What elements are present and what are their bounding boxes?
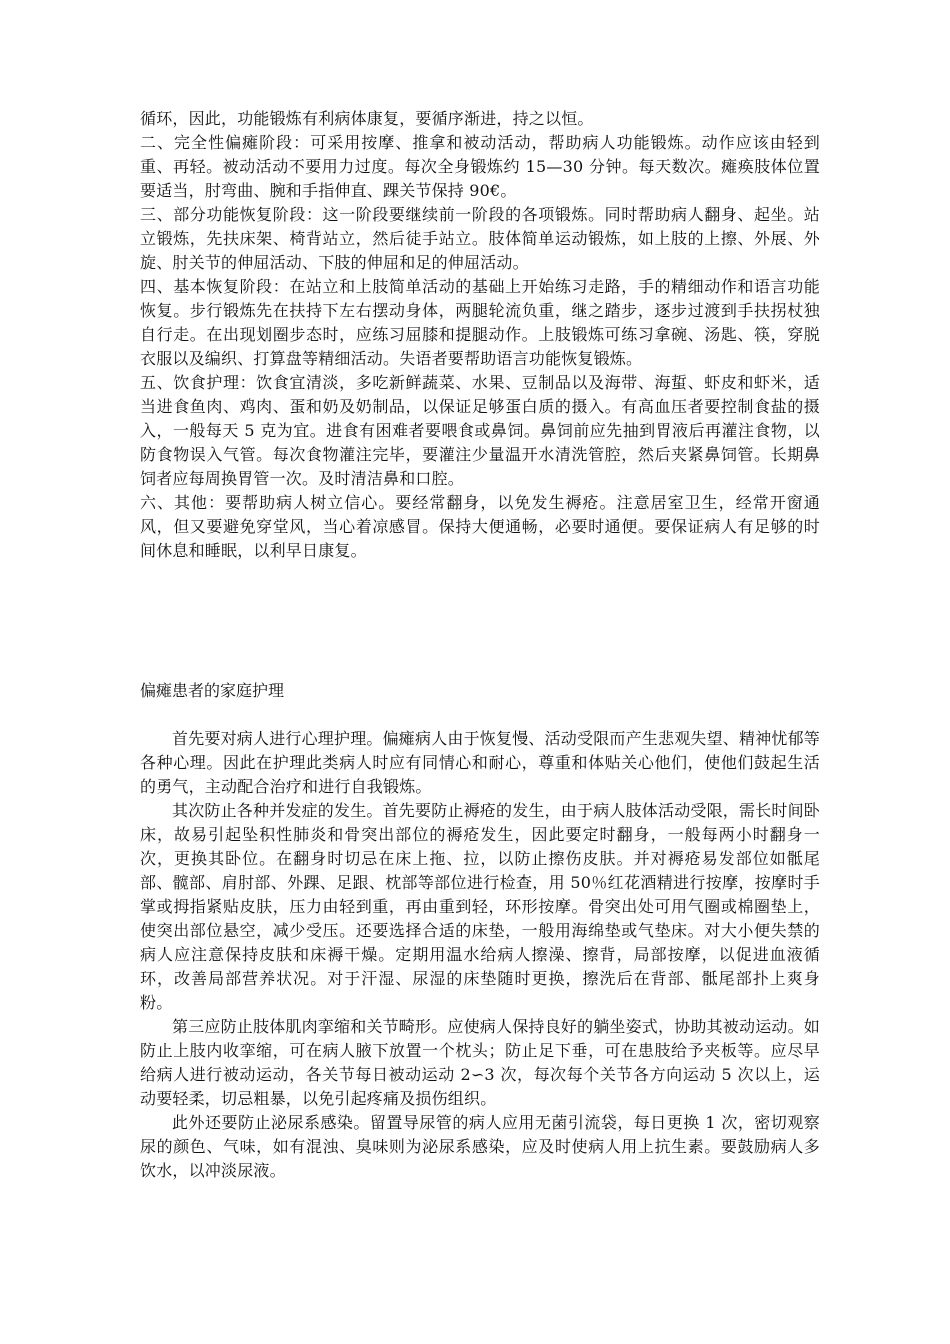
paragraph-diet-care: 五、饮食护理：饮食宜清淡，多吃新鲜蔬菜、水果、豆制品以及海带、海蜇、虾皮和虾米，适当进食鱼肉、鸡肉、蛋和奶及奶制品，以保证足够蛋白质的摄入。有高血压者要控制食盐的摄入，一般每天 5 克为宜。进食有困难者要喂食或鼻饲。鼻饲前应先抽到胃液后再灌注食物，以防食物误入气管。每次食物灌注完毕，要灌注少量温开水清洗管腔，然后夹紧鼻饲管。长期鼻饲者应每周换胃管一次。及时清洁鼻和口腔。 [140,373,820,488]
paragraph-continuation: 循环，因此，功能锻炼有利病体康复，要循序渐进，持之以恒。 [140,109,594,128]
paragraph-partial-recovery-stage: 三、部分功能恢复阶段：这一阶段要继续前一阶段的各项锻炼。同时帮助病人翻身、起坐。站立锻炼，先扶床架、椅背站立，然后徒手站立。肢体简单运动锻炼，如上肢的上擦、外展、外旋、肘关节的伸屈活动、下肢的伸屈和足的伸屈活动。 [140,205,820,272]
paragraph-basic-recovery-stage: 四、基本恢复阶段：在站立和上肢简单活动的基础上开始练习走路，手的精细动作和语言功能恢复。步行锻炼先在扶持下左右摆动身体，两腿轮流负重，继之踏步，逐步过渡到手扶拐杖独自行走。在出现划圈步态时，应练习屈膝和提腿动作。上肢锻炼可练习拿碗、汤匙、筷，穿脱衣服以及编织、打算盘等精细活动。失语者要帮助语言功能恢复锻炼。 [140,277,820,368]
paragraph-urinary-infection-prevention: 此外还要防止泌尿系感染。留置导尿管的病人应用无菌引流袋，每日更换 1 次，密切观察尿的颜色、气味，如有混浊、臭味则为泌尿系感染，应及时使病人用上抗生素。要鼓励病人多饮水，以冲淡尿液。 [140,1113,820,1180]
paragraph-psychological-care: 首先要对病人进行心理护理。偏瘫病人由于恢复慢、活动受限而产生悲观失望、精神忧郁等各种心理。因此在护理此类病人时应有同情心和耐心，尊重和体贴关心他们，使他们鼓起生活的勇气，主动配合治疗和进行自我锻炼。 [140,729,821,796]
paragraph-complete-hemiplegia-stage: 二、完全性偏瘫阶段：可采用按摩、推拿和被动活动，帮助病人功能锻炼。动作应该由轻到重、再轻。被动活动不要用力过度。每次全身锻炼约 15—30 分钟。每天数次。瘫痪肢体位置要适当，肘弯曲、腕和手指伸直、踝关节保持 90€。 [140,133,820,200]
paragraph-complication-prevention: 其次防止各种并发症的发生。首先要防止褥疮的发生，由于病人肢体活动受限，需长时间卧床，故易引起坠积性肺炎和骨突出部位的褥疮发生，因此要定时翻身，一般每两小时翻身一次，更换其卧位。在翻身时切忌在床上拖、拉，以防止擦伤皮肤。并对褥疮易发部位如骶尾部、髋部、肩肘部、外踝、足跟、枕部等部位进行检查，用 50％红花酒精进行按摩，按摩时手掌或拇指紧贴皮肤，压力由轻到重，再由重到轻，环形按摩。骨突出处可用气圈或棉圈垫上，使突出部位悬空，减少受压。还要选择合适的床垫，一般用海绵垫或气垫床。对大小便失禁的病人应注意保持皮肤和床褥干燥。定期用温水给病人擦澡、擦背，局部按摩，以促进血液循环，改善局部营养状况。对于汗湿、尿湿的床垫随时更换，擦洗后在背部、骶尾部扑上爽身粉。 [140,801,821,1012]
paragraph-contracture-prevention: 第三应防止肢体肌肉挛缩和关节畸形。应使病人保持良好的躺坐姿式，协助其被动运动。如防止上肢内收挛缩，可在病人腋下放置一个枕头；防止足下垂，可在患肢给予夹板等。应尽早给病人进行被动运动，各关节每日被动运动 2∽3 次，每次每个关节各方向运动 5 次以上，运动要轻柔，切忌粗暴，以免引起疼痛及损伤组织。 [140,1017,821,1108]
article-body [140,727,820,1183]
rehab-stages-section [140,107,820,563]
paragraph-other: 六、其他：要帮助病人树立信心。要经常翻身，以免发生褥疮。注意居室卫生，经常开窗通风，但又要避免穿堂风，当心着凉感冒。保持大便通畅，必要时通便。要保证病人有足够的时间休息和睡眠，以利早日康复。 [140,493,820,560]
article-title: 偏瘫患者的家庭护理 [140,681,285,700]
